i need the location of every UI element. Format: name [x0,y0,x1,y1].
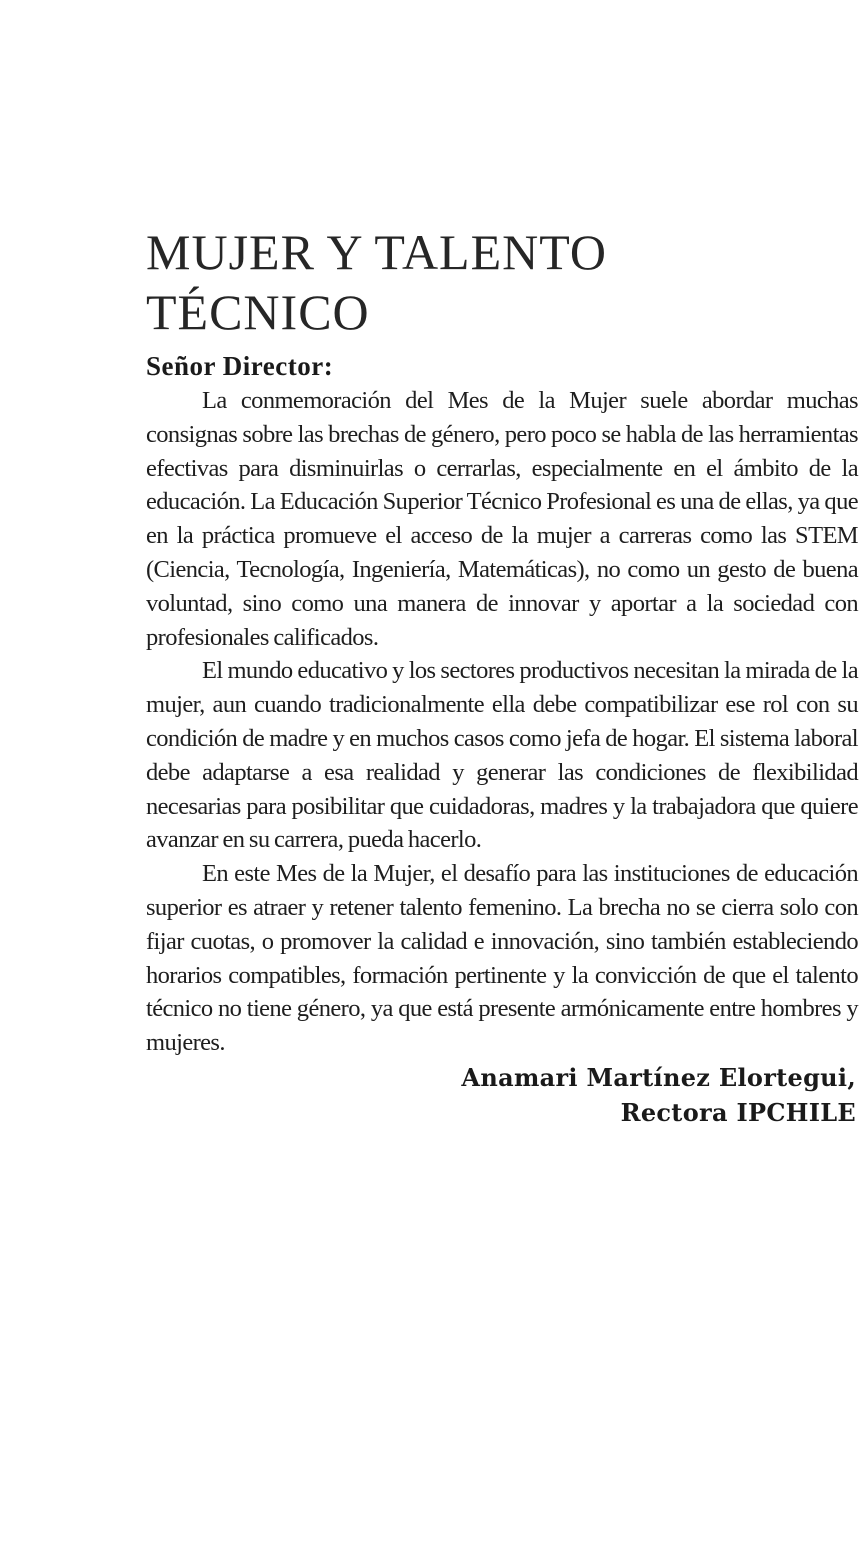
salutation: Señor Director: [146,351,334,381]
headline [146,222,858,342]
signature-name: Anamari Martínez Elortegui, [461,1062,856,1092]
signature [146,1060,858,1130]
paragraph-3: En este Mes de la Mujer, el desafío para las instituciones de educación superior es atraer y retener talento femenino. La brecha no se cierra solo con fijar cuotas, o promover la calidad e innovación, sino también estableciendo horarios compatibles, formación pertinente y la convicción de que el talento técnico no tiene género, ya que está presente armónicamente entre hombres y mujeres. [146,860,858,1057]
headline-line-1: MUJER Y TALENTO [146,224,607,280]
signature-title: Rectora IPCHILE [620,1097,856,1127]
paragraph-1: La conmemoración del Mes de la Mujer suele abordar muchas consignas sobre las brechas de género, pero poco se habla de las herramientas efectivas para disminuirlas o cerrarlas, especialmente en el ámbito de la educación. La Educación Superior Técnico Profesional es una de ellas, ya que en la práctica promueve el acceso de la mujer a carreras como las STEM (Ciencia, Tecnología, Ingeniería, Matemáticas), no como un gesto de buena voluntad, sino como una manera de innovar y aportar a la sociedad con profesionales calificados. [146,387,858,651]
paragraph-2: El mundo educativo y los sectores productivos necesitan la mirada de la mujer, aun cuando tradicionalmente ella debe compatibilizar ese rol con su condición de madre y en muchos casos como jefa de hogar. El sistema laboral debe adaptarse a esa realidad y generar las condiciones de flexibilidad necesarias para posibilitar que cuidadoras, madres y la trabajadora que quiere avanzar en su carrera, pueda hacerlo. [146,657,858,854]
letter-article [146,222,858,1130]
headline-line-2: TÉCNICO [146,284,370,340]
